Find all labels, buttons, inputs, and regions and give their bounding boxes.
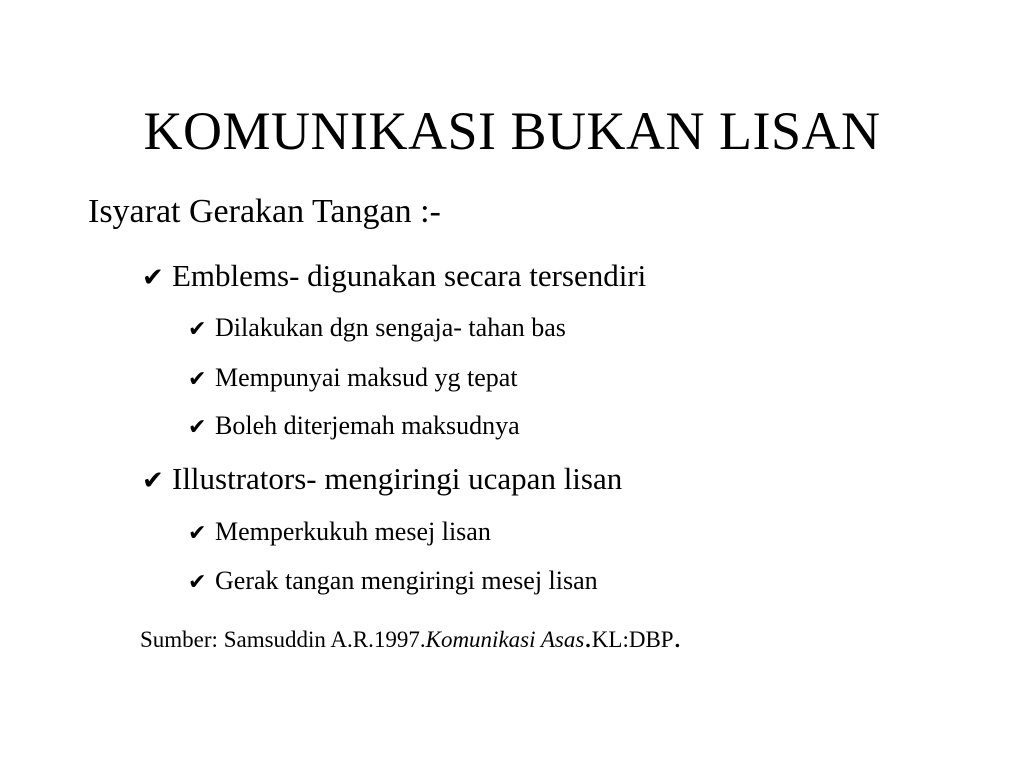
check-mark-icon: ✔ <box>142 466 164 496</box>
sub-list-item <box>188 564 598 600</box>
list-item-text: Emblems- digunakan secara tersendiri <box>172 258 647 293</box>
citation-prefix: Sumber: Samsuddin A.R.1997. <box>140 627 426 652</box>
sub-list-item <box>188 311 566 347</box>
sub-list-item-text: Memperkukuh mesej lisan <box>215 517 491 546</box>
citation-publisher: KL:DBP <box>591 627 674 652</box>
slide-title: KOMUNIKASI BUKAN LISAN <box>143 101 881 161</box>
sub-list-item <box>188 361 518 397</box>
sub-list-item <box>188 515 491 551</box>
source-citation <box>140 622 681 656</box>
sub-list-item-text: Dilakukan dgn sengaja- tahan bas <box>215 313 566 342</box>
sub-list-item-text: Mempunyai maksud yg tepat <box>215 363 518 392</box>
check-mark-icon: ✔ <box>188 570 207 595</box>
check-mark-icon: ✔ <box>188 521 207 546</box>
check-mark-icon: ✔ <box>188 317 207 342</box>
sub-list-item-text: Gerak tangan mengiringi mesej lisan <box>215 566 598 595</box>
citation-dot: . <box>584 621 592 654</box>
check-mark-icon: ✔ <box>142 263 164 293</box>
list-item-text: Illustrators- mengiringi ucapan lisan <box>172 461 623 496</box>
citation-book-title: Komunikasi Asas <box>425 627 585 652</box>
list-item <box>142 256 646 298</box>
check-mark-icon: ✔ <box>188 415 207 440</box>
sub-list-item <box>188 409 520 445</box>
check-mark-icon: ✔ <box>188 367 207 392</box>
section-heading: Isyarat Gerakan Tangan :- <box>88 193 441 230</box>
citation-dot: . <box>673 621 682 654</box>
sub-list-item-text: Boleh diterjemah maksudnya <box>215 411 520 440</box>
list-item <box>142 459 622 501</box>
